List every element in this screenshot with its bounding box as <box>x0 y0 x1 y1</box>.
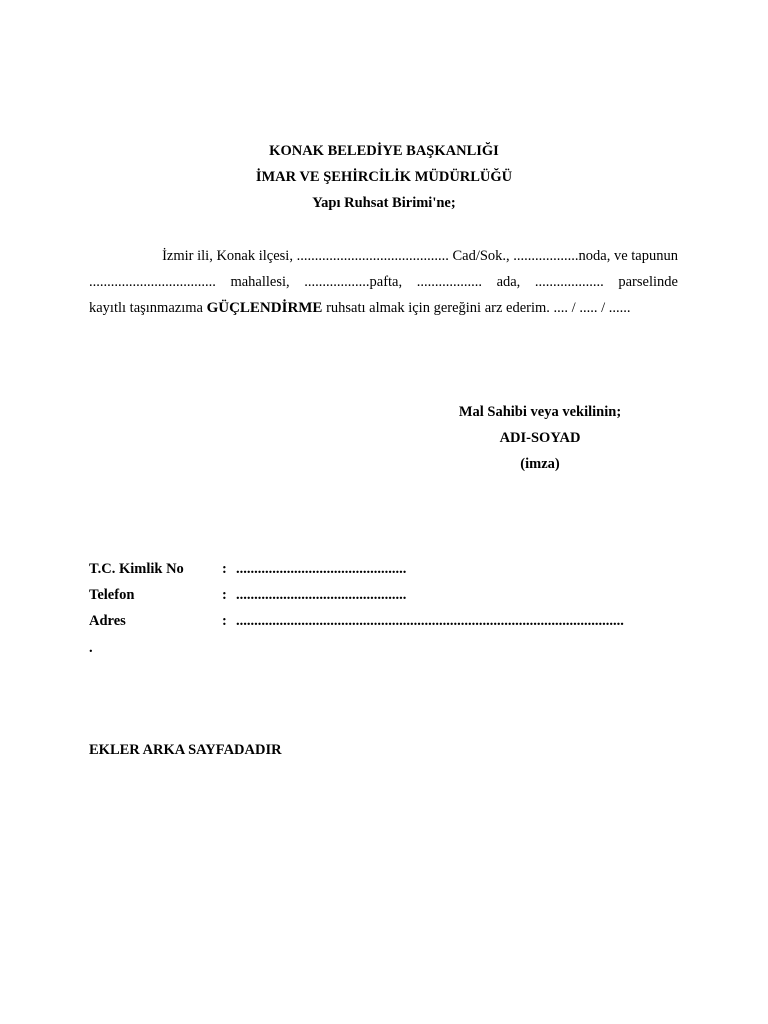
header-unit: Yapı Ruhsat Birimi'ne; <box>312 195 456 211</box>
sheet-blank-label: ..................pafta, <box>304 274 403 290</box>
signature-sign-label: (imza) <box>520 456 560 472</box>
request-text: ruhsatı almak için gereğini arz ederim. .... / ..... / ...... <box>322 300 631 316</box>
property-text: kayıtlı taşınmazıma <box>89 300 207 316</box>
tc-kimlik-colon: : <box>222 561 227 577</box>
parcel-label: parselinde <box>618 274 678 290</box>
attachments-note: EKLER ARKA SAYFADADIR <box>89 742 282 758</box>
tc-kimlik-label: T.C. Kimlik No <box>89 561 184 577</box>
petition-body-line-2 <box>89 274 678 291</box>
neighborhood-blank: ................................... <box>89 274 216 290</box>
signature-owner-label: Mal Sahibi veya vekilinin; <box>458 404 622 420</box>
adres-colon: : <box>222 613 227 629</box>
telefon-blank: ............................................... <box>236 587 407 603</box>
header-directorate: İMAR VE ŞEHİRCİLİK MÜDÜRLÜĞÜ <box>255 169 513 185</box>
block-label: ada, <box>496 274 521 290</box>
petition-body-line-3 <box>89 300 678 317</box>
telefon-colon: : <box>222 587 227 603</box>
adres-label: Adres <box>89 613 126 629</box>
block-blank: .................. <box>416 274 482 290</box>
neighborhood-label: mahallesi, <box>230 274 290 290</box>
adres-blank: ........................................................................................................... <box>236 613 624 629</box>
permit-type: GÜÇLENDİRME <box>206 300 323 316</box>
adres-continuation: . <box>89 640 93 656</box>
header-municipality: KONAK BELEDİYE BAŞKANLIĞI <box>269 143 499 159</box>
petition-body-line-1: İzmir ili, Konak ilçesi, .......................................... Cad/Sok., ..................noda, ve tapunun <box>162 248 678 264</box>
parcel-blank: ................... <box>534 274 604 290</box>
signature-name-label: ADI-SOYAD <box>499 430 581 446</box>
tc-kimlik-blank: ............................................... <box>236 561 407 577</box>
telefon-label: Telefon <box>89 587 135 603</box>
